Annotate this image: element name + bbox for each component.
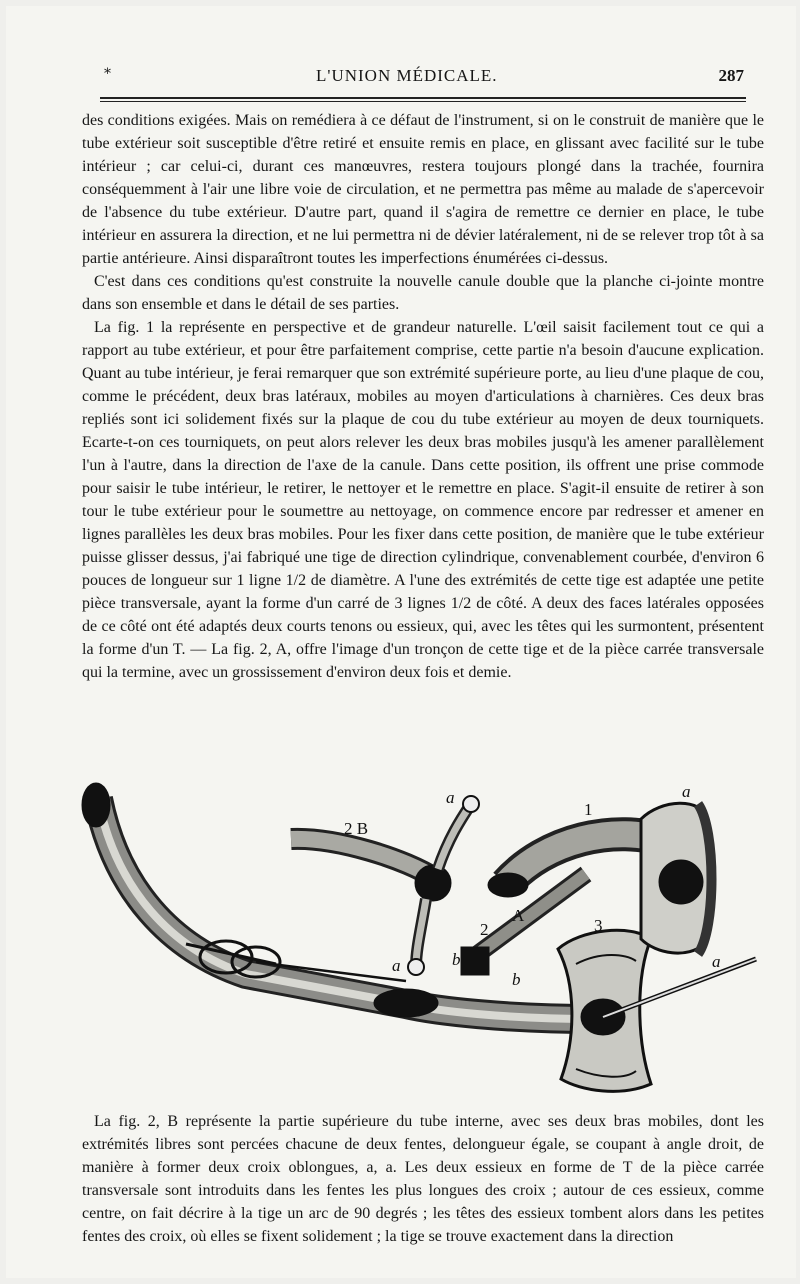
label-a-top-left: a — [446, 788, 455, 807]
body-text-top — [82, 109, 764, 684]
paragraph: C'est dans ces conditions qu'est construite la nouvelle canule double que la planche ci-jointe montre dans son ensemble et dans le détail de ses parties. — [82, 273, 764, 313]
paragraph: La fig. 2, B représente la partie supérieure du tube interne, avec ses deux bras mobiles, dont les extrémités libres sont percées chacune de deux fentes, delongueur égale, se coupant à angle droit, de manière à former deux croix oblongues, a, a. Les deux essieux en forme de T de la pièce carrée transversale sont introduits dans les fentes les plus longues des croix ; autour de ces essieux, comme centre, on fait décrire à la tige un arc de 90 degrés ; les têtes des essieux tombent alors dans les petites fentes des croix, où elles se fixent solidement ; la tige se trouve exactement dans la direction — [82, 1113, 764, 1245]
label-b-left: b — [452, 950, 461, 969]
header-rule — [100, 97, 746, 102]
header-mark: * — [104, 66, 111, 82]
label-fig1: 1 — [584, 800, 593, 819]
label-fig2: 2 — [480, 920, 489, 939]
label-a-mid-left: a — [392, 956, 401, 975]
paragraph: des conditions exigées. Mais on remédiera à ce défaut de l'instrument, si on le construit de manière que le tube extérieur soit susceptible d'être retiré et ensuite remis en place, en glissant avec facilité sur le tube intérieur ; car celui-ci, durant ces manœuvres, restera toujours plongé dans la trachée, fournira conséquemment à l'air une libre voie de circulation, et ne permettra pas même au malade de s'apercevoir de l'absence du tube extérieur. D'autre part, quand il s'agira de remettre ce dernier en place, le tube intérieur en assurera la direction, et ne lui permettra ni de dévier latéralement, ni de se relever trop tôt à sa partie antérieure. Ainsi disparaîtront toutes les imperfections énumérées ci-dessus. — [82, 112, 764, 267]
label-a-right: a — [712, 952, 721, 971]
label-fig2a: A — [512, 906, 525, 925]
label-fig3: 3 — [594, 916, 603, 935]
body-text-bottom — [82, 1110, 764, 1248]
label-a-top-right: a — [682, 782, 691, 801]
label-fig2b: 2 B — [344, 819, 369, 838]
fig2b-inner-tube-arms — [291, 796, 479, 975]
cannula-drawing — [76, 779, 766, 1099]
fig3-neck-plate — [558, 930, 756, 1091]
label-b-right: b — [512, 970, 521, 989]
page — [6, 6, 796, 1278]
running-header — [104, 66, 744, 92]
page-number: 287 — [718, 66, 744, 85]
plate-illustration — [76, 779, 766, 1099]
journal-title: L'UNION MÉDICALE. — [316, 66, 498, 85]
paragraph: La fig. 1 la représente en perspective et de grandeur naturelle. L'œil saisit facilement tout ce qui a rapport au tube extérieur, et pour être parfaitement comprise, cette partie n'a besoin d'aucune explication. Quant au tube intérieur, je ferai remarquer que son extrémité supérieure porte, au lieu d'une plaque de cou, comme le précédent, deux bras latéraux, mobiles au moyen d'articulations à charnières. Ces deux bras repliés sont ici solidement fixés sur la plaque de cou du tube extérieur au moyen de deux tourniquets. Ecarte-t-on ces tourniquets, on peut alors relever les deux bras mobiles jusqu'à les amener parallèlement l'un à l'autre, dans la direction de l'axe de la canule. Dans cette position, ils offrent une prise commode pour saisir le tube intérieur, le retirer, le nettoyer et le remettre en place. S'agit-il ensuite de retirer à son tour le tube extérieur pour le soumettre au nettoyage, on commence encore par redresser et amener en lignes parallèles les deux bras mobiles. Pour les fixer dans cette position, de manière que le tube extérieur puisse glisser dessus, j'ai fabriqué une tige de direction cylindrique, convenablement courbée, d'environ 6 pouces de longueur sur 1 ligne 1/2 de diamètre. A l'une des extrémités de cette tige est adaptée une petite pièce transversale, ayant la forme d'un carré de 3 lignes 1/2 de côté. A deux des faces latérales opposées de ce côté ont été adaptés deux courts tenons ou essieux, qui, avec les têtes qui les surmontent, présentent la forme d'un T. — La fig. 2, A, offre l'image d'un tronçon de cette tige et de la pièce carrée transversale qui la termine, avec un grossissement d'environ deux fois et demie. — [82, 319, 764, 681]
